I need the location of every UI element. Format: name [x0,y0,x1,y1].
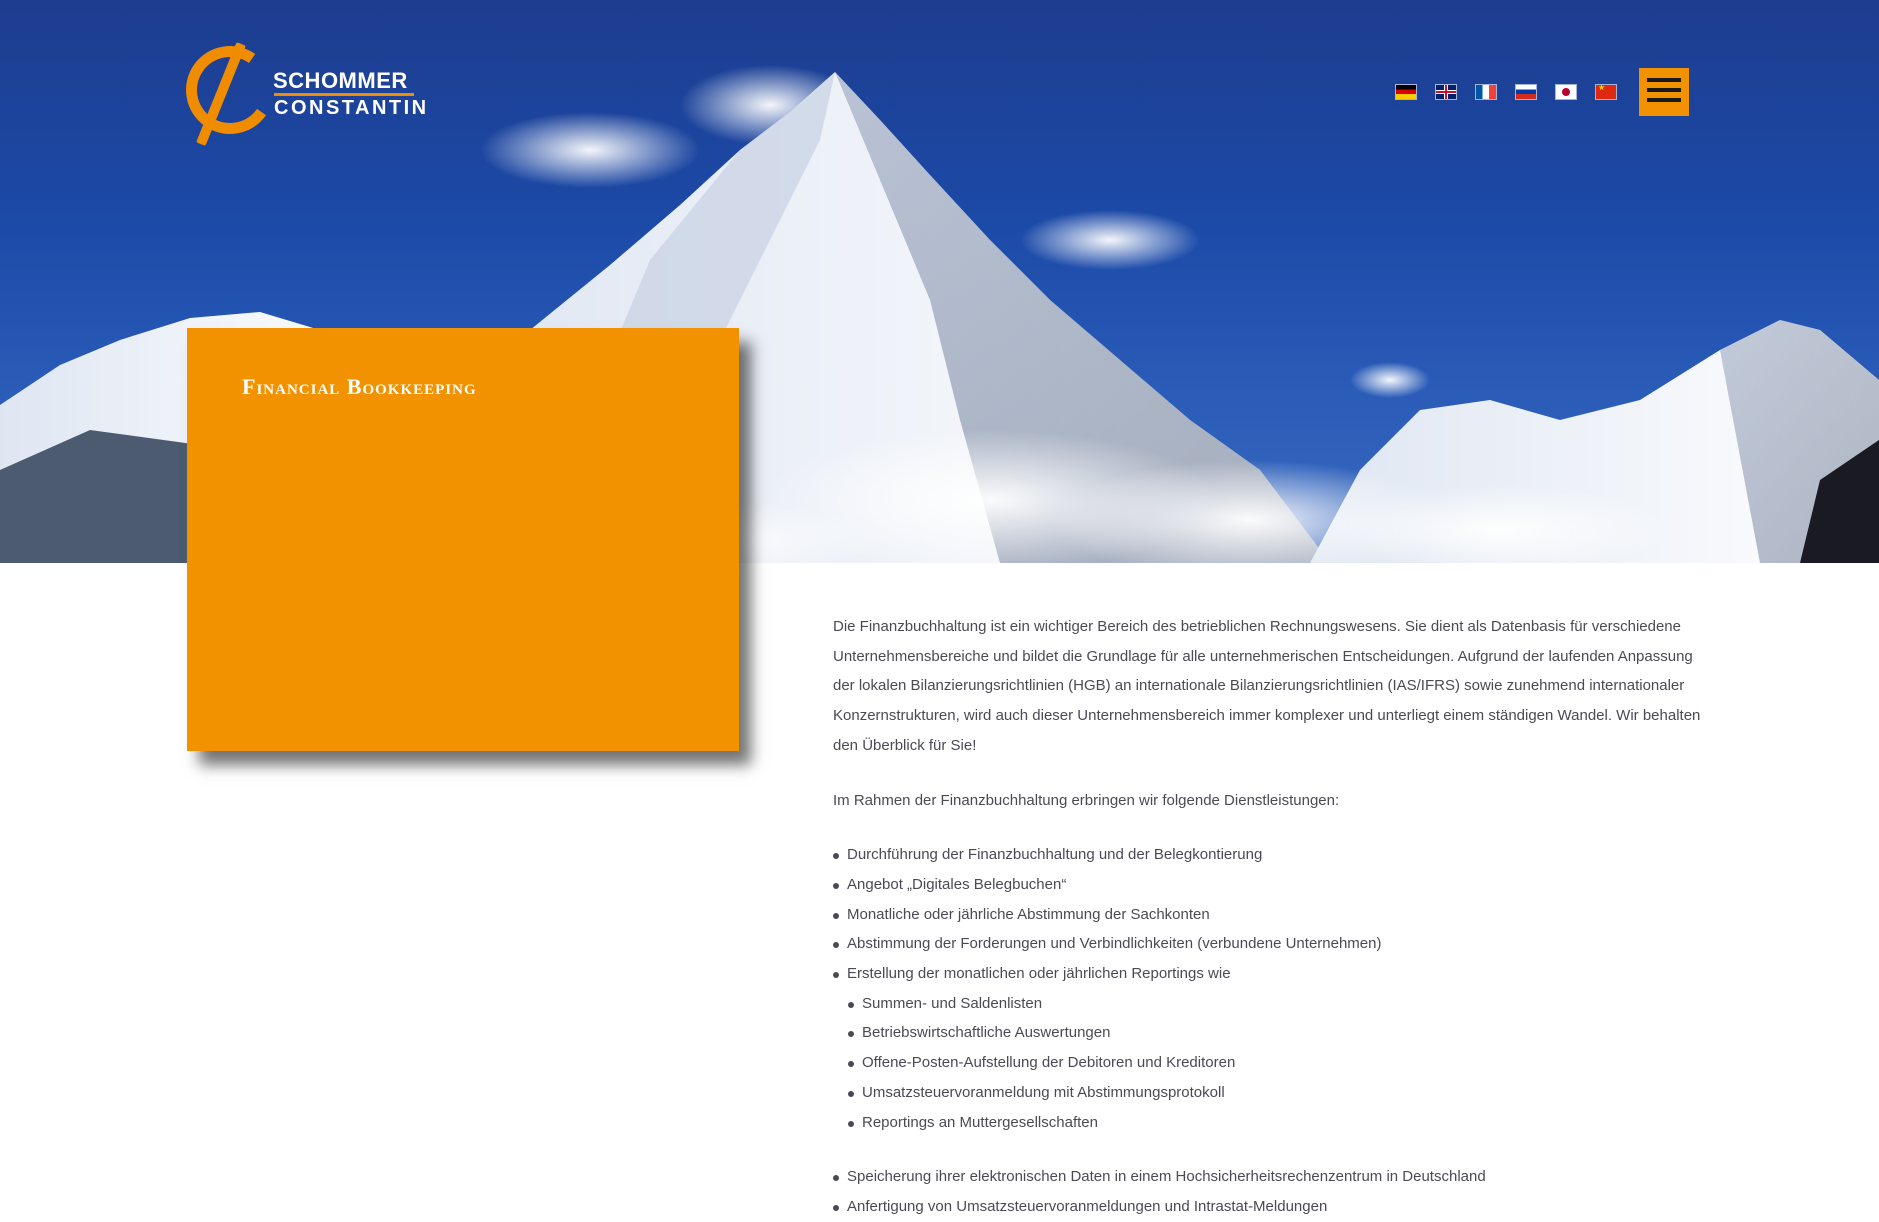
flag-japan-icon[interactable] [1556,85,1576,99]
menu-bar [1647,88,1681,92]
list-item: Anfertigung von Umsatzsteuervoranmeldungen und Intrastat-Meldungen [833,1192,1703,1222]
list-item: Speicherung ihrer elektronischen Daten in einem Hochsicherheitsrechenzentrum in Deutschland [833,1162,1703,1192]
services-intro: Im Rahmen der Finanzbuchhaltung erbringen wir folgende Dienstleistungen: [833,791,1340,809]
sub-list-item: Betriebswirtschaftliche Auswertungen [848,1018,1703,1048]
company-logo[interactable] [186,40,429,146]
page-title: Financial Bookkeeping [242,374,477,399]
flag-russia-icon[interactable] [1516,85,1536,99]
page-title-card [187,328,739,751]
menu-bar [1647,78,1681,82]
sub-list-item: Offene-Posten-Aufstellung der Debitoren und Kreditoren [848,1048,1703,1078]
list-item: Angebot „Digitales Belegbuchen“ [833,870,1703,900]
hamburger-menu-icon[interactable] [1639,68,1689,116]
sub-list-item: Umsatzsteuervoranmeldung mit Abstimmungsprotokoll [848,1078,1703,1108]
language-switcher [1396,85,1616,99]
more-services-list [833,1162,1703,1221]
flag-uk-icon[interactable] [1436,85,1456,99]
list-spacer [833,1137,1703,1162]
main-content [833,612,1703,1222]
flag-germany-icon[interactable] [1396,85,1416,99]
logo-divider [274,93,414,96]
list-item: Erstellung der monatlichen oder jährlichen Reportings wie [833,959,1703,989]
logo-ring-icon [179,39,281,141]
flag-china-icon[interactable] [1596,85,1616,99]
menu-bar [1647,98,1681,102]
services-list [833,840,1703,1137]
list-item: Durchführung der Finanzbuchhaltung und der Belegkontierung [833,840,1703,870]
logo-text-line1: SCHOMMER [273,68,408,93]
list-item: Abstimmung der Forderungen und Verbindlichkeiten (verbundene Unternehmen) [833,929,1703,959]
logo-text-line2: CONSTANTIN [274,97,429,119]
list-item: Monatliche oder jährliche Abstimmung der Sachkonten [833,900,1703,930]
intro-paragraph: Die Finanzbuchhaltung ist ein wichtiger Bereich des betrieblichen Rechnungswesens. Sie dient als Datenbasis für verschiedene Unternehmensbereiche und bildet die Grundlage für alle unternehmerischen Entscheidungen. Aufgrund der laufenden Anpassung der lokalen Bilanzierungsrichtlinien (HGB) an internationale Bilanzierungsrichtlinien (IAS/IFRS) sowie zunehmend internationaler Konzernstrukturen, wird auch dieser Unternehmensbereich immer komplexer und unterliegt einem ständigen Wandel. Wir behalten den Überblick für Sie! [833,618,1701,754]
sub-list-item: Reportings an Muttergesellschaften [848,1108,1703,1138]
flag-france-icon[interactable] [1476,85,1496,99]
sub-list-item: Summen- und Saldenlisten [848,989,1703,1019]
